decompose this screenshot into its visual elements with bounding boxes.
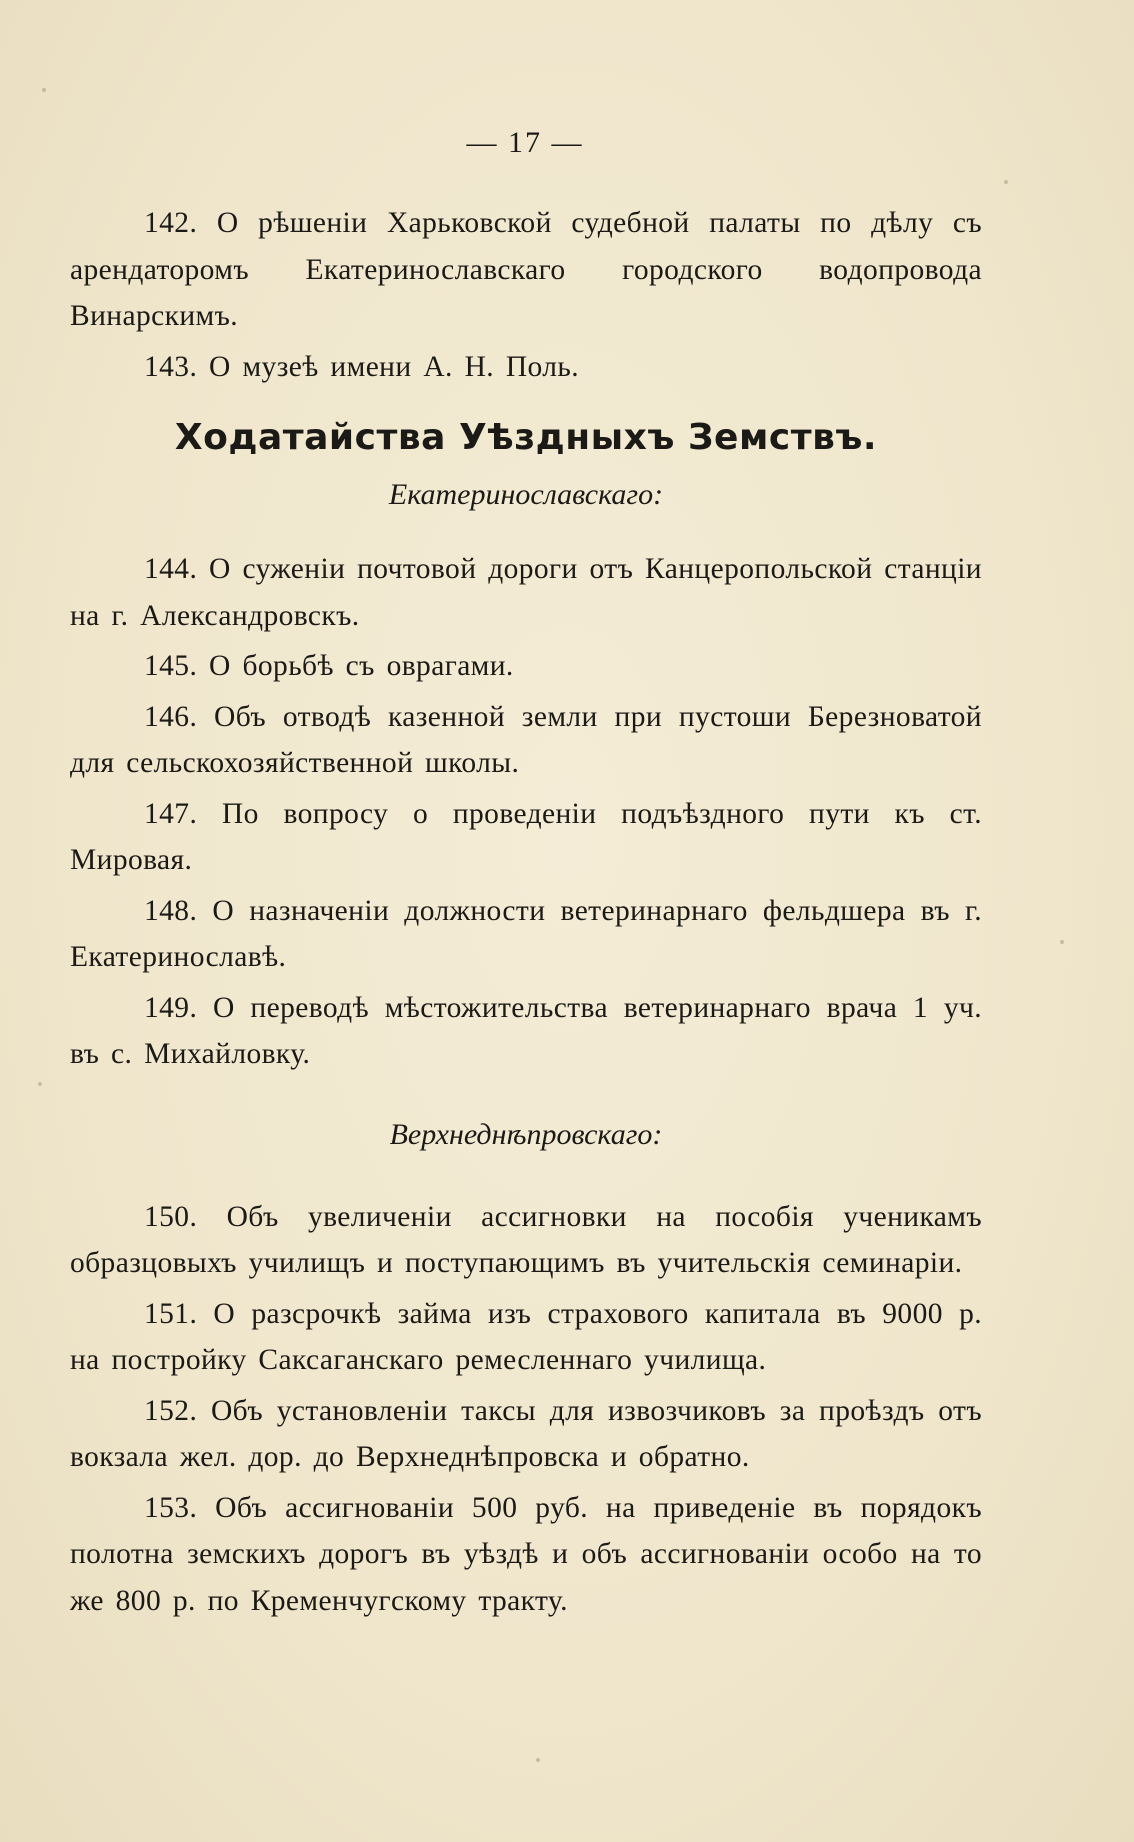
list-item: 144. О суженіи почтовой дороги отъ Канцеропольской станціи на г. Александровскъ. <box>70 553 982 632</box>
list-item: 142. О рѣшеніи Харьковской судебной палаты по дѣлу съ арендаторомъ Екатеринославскаго городского водопровода Винарскимъ. <box>70 207 982 332</box>
page-content <box>70 200 982 1628</box>
list-item: 147. По вопросу о проведеніи подъѣздного пути къ ст. Мировая. <box>70 797 982 876</box>
list-item: 151. О разсрочкѣ займа изъ страхового капитала въ 9000 р. на постройку Саксаганскаго ремесленнаго училища. <box>70 1297 982 1376</box>
paper-speck <box>536 1758 540 1762</box>
paper-speck <box>42 88 46 92</box>
subsection-title: Верхнеднѣпровскаго: <box>389 1117 663 1151</box>
list-item: 143. О музеѣ имени А. Н. Поль. <box>144 350 580 383</box>
page-number: — 17 — <box>466 126 584 159</box>
list-item: 150. Объ увеличеніи ассигновки на пособія ученикамъ образцовыхъ училищъ и поступающимъ въ учительскія семинаріи. <box>70 1200 982 1279</box>
list-item: 146. Объ отводѣ казенной земли при пустоши Березноватой для сельскохозяйственной школы. <box>70 700 982 779</box>
list-item: 145. О борьбѣ съ оврагами. <box>144 650 514 682</box>
paper-speck <box>1060 940 1064 944</box>
paper-speck <box>38 1082 42 1086</box>
subsection-title: Екатеринославскаго: <box>388 478 664 511</box>
list-item: 152. Объ установленіи таксы для извозчиковъ за проѣздъ отъ вокзала жел. дор. до Верхнеднѣпровска и обратно. <box>70 1394 982 1473</box>
paper-speck <box>1004 180 1008 184</box>
list-item: 153. Объ ассигнованіи 500 руб. на приведеніе въ порядокъ полотна земскихъ дорогъ въ уѣздѣ и объ ассигнованіи особо на то же 800 р. по Кременчугскому тракту. <box>70 1491 982 1617</box>
list-item: 148. О назначеніи должности ветеринарнаго фельдшера въ г. Екатеринославѣ. <box>70 894 982 973</box>
list-item: 149. О переводѣ мѣстожительства ветеринарнаго врача 1 уч. въ с. Михайловку. <box>70 991 982 1070</box>
section-heading: Ходатайства Уѣздныхъ Земствъ. <box>174 417 878 458</box>
